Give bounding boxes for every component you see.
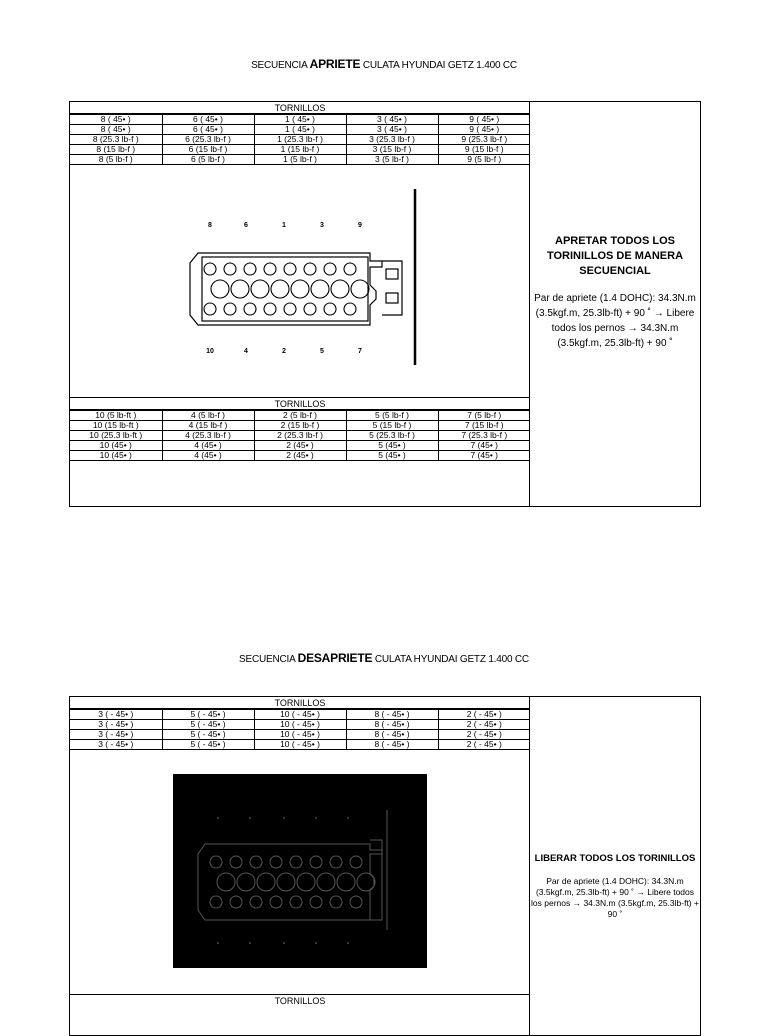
table-cell: 10 (25.3 lb-ft ) <box>70 431 162 441</box>
table-cell: 4 (45• ) <box>162 451 254 461</box>
table-cell: 10 ( - 45• ) <box>254 720 346 730</box>
bolt-hole-icon <box>351 280 369 298</box>
bolt-hole-icon <box>284 263 296 275</box>
table-row <box>70 451 530 461</box>
table-cell: 3 ( - 45• ) <box>70 720 162 730</box>
table-cell: 2 ( - 45• ) <box>438 740 530 750</box>
table-cell: 2 (5 lb-f ) <box>254 411 346 421</box>
bolt-hole-icon <box>244 263 256 275</box>
table-cell: 2 (15 lb-f ) <box>254 421 346 431</box>
loosening-sheet <box>69 696 701 1036</box>
table-cell: 10 ( - 45• ) <box>254 710 346 720</box>
table-cell: 3 ( - 45• ) <box>70 710 162 720</box>
loosening-table-top <box>70 709 530 750</box>
cylinder-head-diagram-inverted <box>70 750 530 995</box>
bolt-number-label: 8 <box>208 222 212 229</box>
bolt-number-label: 2 <box>282 348 286 355</box>
tightening-table-top <box>70 114 530 165</box>
bolt-hole-icon <box>284 303 296 315</box>
table-row <box>70 135 530 145</box>
section1-title: SECUENCIA APRIETE CULATA HYUNDAI GETZ 1.400 CC <box>251 57 517 71</box>
table-row <box>70 125 530 135</box>
table-cell: 8 ( - 45• ) <box>346 720 438 730</box>
bolt-number-label: 10 <box>206 348 214 355</box>
table-cell: 3 (15 lb-f ) <box>346 145 438 155</box>
bolt-hole-icon <box>324 263 336 275</box>
torque-spec: Par de apriete (1.4 DOHC): 34.3N.m (3.5kgf.m, 25.3lb-ft) + 90 ˚ → Libere todos los pernos → 34.3N.m (3.5kgf.m, 25.3lb-ft) + 90 ˚ <box>534 293 696 349</box>
table-cell: 1 ( 45• ) <box>254 125 346 135</box>
table-cell: 8 ( 45• ) <box>70 125 162 135</box>
svg-text:•: • <box>346 816 350 822</box>
table-cell: 2 ( - 45• ) <box>438 710 530 720</box>
table-cell: 2 ( - 45• ) <box>438 720 530 730</box>
table-cell: 9 (5 lb-f ) <box>438 155 530 165</box>
table-row <box>70 145 530 155</box>
table-cell: 8 ( - 45• ) <box>346 740 438 750</box>
bolt-hole-icon <box>224 263 236 275</box>
bolt-hole-icon <box>224 303 236 315</box>
table-cell: 5 ( - 45• ) <box>162 730 254 740</box>
svg-text:•: • <box>314 941 318 947</box>
table-cell: 2 (25.3 lb-f ) <box>254 431 346 441</box>
cylinder-head-drawing-dark <box>70 750 530 994</box>
instructions-panel <box>530 234 700 351</box>
table-cell: 2 (45• ) <box>254 451 346 461</box>
table-cell: 3 (5 lb-f ) <box>346 155 438 165</box>
instructions-heading: LIBERAR TODOS LOS TORINILLOS <box>534 853 696 864</box>
table-row <box>70 115 530 125</box>
bolts-header-bottom: TORNILLOS <box>274 996 326 1006</box>
table-row <box>70 421 530 431</box>
table-row <box>70 710 530 720</box>
table-cell: 4 (5 lb-f ) <box>162 411 254 421</box>
table-row <box>70 431 530 441</box>
section2-title: SECUENCIA DESAPRIETE CULATA HYUNDAI GETZ 1.400 CC <box>239 651 529 665</box>
table-cell: 7 (45• ) <box>438 441 530 451</box>
cylinder-head-drawing <box>70 165 530 397</box>
table-cell: 4 (45• ) <box>162 441 254 451</box>
table-row <box>70 730 530 740</box>
table-cell: 3 ( - 45• ) <box>70 730 162 740</box>
table-cell: 2 (45• ) <box>254 441 346 451</box>
instructions-heading: APRETAR TODOS LOS TORINILLOS DE MANERA SECUENCIAL <box>546 235 684 277</box>
bolts-header-top: TORNILLOS <box>70 697 530 709</box>
bolt-hole-icon <box>304 303 316 315</box>
bolt-hole-icon <box>271 280 289 298</box>
svg-text:•: • <box>216 816 220 822</box>
table-cell: 10 ( - 45• ) <box>254 730 346 740</box>
table-cell: 1 (15 lb-f ) <box>254 145 346 155</box>
table-cell: 6 ( 45• ) <box>162 115 254 125</box>
table-cell: 3 ( - 45• ) <box>70 740 162 750</box>
bolt-hole-icon <box>324 303 336 315</box>
instructions-panel <box>530 853 700 920</box>
table-cell: 6 (15 lb-f ) <box>162 145 254 155</box>
table-cell: 8 (25.3 lb-f ) <box>70 135 162 145</box>
svg-text:•: • <box>314 816 318 822</box>
table-cell: 2 ( - 45• ) <box>438 730 530 740</box>
table-cell: 10 (45• ) <box>70 451 162 461</box>
table-cell: 5 (45• ) <box>346 441 438 451</box>
table-row <box>70 441 530 451</box>
table-cell: 10 (15 lb-ft ) <box>70 421 162 431</box>
svg-text:•: • <box>248 816 252 822</box>
table-cell: 1 (25.3 lb-f ) <box>254 135 346 145</box>
table-row <box>70 155 530 165</box>
bolt-hole-icon <box>291 280 309 298</box>
table-cell: 8 ( 45• ) <box>70 115 162 125</box>
table-cell: 7 (5 lb-f ) <box>438 411 530 421</box>
bolt-hole-icon <box>331 280 349 298</box>
bolt-number-label: 1 <box>282 222 286 229</box>
table-cell: 5 (45• ) <box>346 451 438 461</box>
table-cell: 6 (5 lb-f ) <box>162 155 254 165</box>
table-cell: 6 ( 45• ) <box>162 125 254 135</box>
table-cell: 5 (25.3 lb-f ) <box>346 431 438 441</box>
cylinder-head-diagram <box>70 165 530 398</box>
bolt-number-label: 4 <box>244 348 248 355</box>
table-cell: 5 ( - 45• ) <box>162 710 254 720</box>
table-cell: 6 (25.3 lb-f ) <box>162 135 254 145</box>
table-cell: 5 ( - 45• ) <box>162 720 254 730</box>
title-emphasis: APRIETE <box>309 57 361 71</box>
bolt-hole-icon <box>344 303 356 315</box>
table-cell: 8 (5 lb-f ) <box>70 155 162 165</box>
bolt-hole-icon <box>231 280 249 298</box>
table-cell: 7 (25.3 lb-f ) <box>438 431 530 441</box>
table-cell: 5 (15 lb-f ) <box>346 421 438 431</box>
title-emphasis: DESAPRIETE <box>297 651 373 665</box>
svg-text:•: • <box>346 941 350 947</box>
tightening-sheet <box>69 101 701 507</box>
table-row <box>70 411 530 421</box>
bolt-hole-icon <box>344 263 356 275</box>
table-cell: 9 ( 45• ) <box>438 115 530 125</box>
table-cell: 8 ( - 45• ) <box>346 730 438 740</box>
svg-text:•: • <box>282 941 286 947</box>
table-cell: 10 (5 lb-ft ) <box>70 411 162 421</box>
table-cell: 9 (25.3 lb-f ) <box>438 135 530 145</box>
bolt-hole-icon <box>211 280 229 298</box>
table-cell: 1 ( 45• ) <box>254 115 346 125</box>
table-cell: 4 (15 lb-f ) <box>162 421 254 431</box>
table-cell: 10 (45• ) <box>70 441 162 451</box>
table-cell: 3 ( 45• ) <box>346 115 438 125</box>
table-cell: 10 ( - 45• ) <box>254 740 346 750</box>
table-cell: 8 (15 lb-f ) <box>70 145 162 155</box>
torque-spec: Par de apriete (1.4 DOHC): 34.3N.m (3.5kgf.m, 25.3lb-ft) + 90 ˚ → Libere todos los pernos → 34.3N.m (3.5kgf.m, 25.3lb-ft) + 90 ˚ <box>531 876 699 919</box>
bolt-number-label: 6 <box>244 222 248 229</box>
bolts-header-top: TORNILLOS <box>70 102 530 114</box>
svg-text:•: • <box>282 816 286 822</box>
table-cell: 4 (25.3 lb-f ) <box>162 431 254 441</box>
table-row <box>70 740 530 750</box>
bolt-hole-icon <box>244 303 256 315</box>
bolt-number-label: 7 <box>358 348 362 355</box>
bolt-number-label: 9 <box>358 222 362 229</box>
table-cell: 1 (5 lb-f ) <box>254 155 346 165</box>
svg-text:•: • <box>248 941 252 947</box>
bolt-hole-icon <box>264 263 276 275</box>
bolt-number-label: 5 <box>320 348 324 355</box>
table-cell: 8 ( - 45• ) <box>346 710 438 720</box>
bolt-hole-icon <box>304 263 316 275</box>
tightening-table-bottom <box>70 410 530 461</box>
bolt-hole-icon <box>204 263 216 275</box>
table-cell: 9 (15 lb-f ) <box>438 145 530 155</box>
bolt-number-label: 3 <box>320 222 324 229</box>
table-cell: 5 (5 lb-f ) <box>346 411 438 421</box>
bolt-hole-icon <box>251 280 269 298</box>
bolts-header-bottom: TORNILLOS <box>70 398 530 410</box>
bolt-hole-icon <box>311 280 329 298</box>
svg-text:•: • <box>216 941 220 947</box>
table-row <box>70 720 530 730</box>
table-cell: 3 (25.3 lb-f ) <box>346 135 438 145</box>
table-cell: 3 ( 45• ) <box>346 125 438 135</box>
table-cell: 5 ( - 45• ) <box>162 740 254 750</box>
table-cell: 7 (15 lb-f ) <box>438 421 530 431</box>
bolt-hole-icon <box>264 303 276 315</box>
bolt-hole-icon <box>204 303 216 315</box>
table-cell: 7 (45• ) <box>438 451 530 461</box>
table-cell: 9 ( 45• ) <box>438 125 530 135</box>
